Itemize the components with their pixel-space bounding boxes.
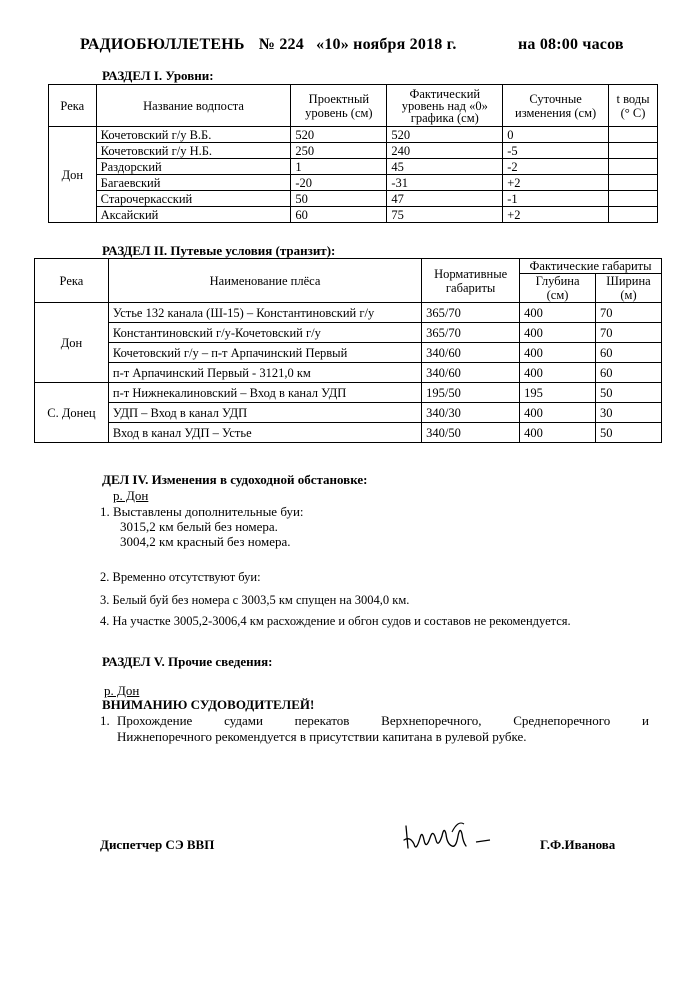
section4-item4: 4. На участке 3005,2-3006,4 км расхождение и обгон судов и составов не рекомендуется. <box>100 614 571 628</box>
signature-graphic <box>400 818 505 860</box>
table-row <box>35 403 662 423</box>
levels-col-temp-l2: (° С) <box>620 105 646 120</box>
transit-reach: Константиновский г/у-Кочетовский г/у <box>108 323 421 343</box>
transit-col-norm-l2: габариты <box>445 280 496 295</box>
levels-col-river: Река <box>49 85 97 127</box>
table-row <box>35 343 662 363</box>
transit-col-width-l2: (м) <box>620 288 637 302</box>
transit-norm: 365/70 <box>422 323 520 343</box>
levels-post: Кочетовский г/у Н.Б. <box>96 143 291 159</box>
transit-reach: п-т Нижнекалиновский – Вход в канал УДП <box>108 383 421 403</box>
transit-col-depth-l2: (см) <box>546 288 569 302</box>
bulletin-date: «10» ноября 2018 г. <box>316 36 457 53</box>
levels-col-actual <box>387 85 503 127</box>
transit-depth: 400 <box>520 363 596 383</box>
section4-item1-a: 3015,2 км белый без номера. <box>120 519 278 534</box>
transit-col-depth <box>520 274 596 303</box>
table-row <box>35 303 662 323</box>
levels-change: +2 <box>503 207 609 223</box>
levels-post: Старочеркасский <box>96 191 291 207</box>
transit-depth: 400 <box>520 403 596 423</box>
levels-change: 0 <box>503 127 609 143</box>
levels-col-design-l2: уровень (см) <box>305 105 373 120</box>
section5-river: р. Дон <box>104 683 140 698</box>
section2-title: РАЗДЕЛ II. Путевые условия (транзит): <box>102 243 336 258</box>
levels-river-don: Дон <box>49 127 97 223</box>
transit-col-depth-l1: Глубина <box>535 274 580 288</box>
levels-actual: 45 <box>387 159 503 175</box>
levels-change: -1 <box>503 191 609 207</box>
levels-col-actual-l1: Фактический <box>409 86 481 101</box>
transit-norm: 340/50 <box>422 423 520 443</box>
transit-reach: Устье 132 канала (Ш-15) – Константиновский г/у <box>108 303 421 323</box>
levels-design: 60 <box>291 207 387 223</box>
levels-temp <box>609 127 658 143</box>
levels-actual: 520 <box>387 127 503 143</box>
levels-change: +2 <box>503 175 609 191</box>
levels-temp <box>609 207 658 223</box>
table-row <box>49 175 658 191</box>
transit-col-river: Река <box>35 259 109 303</box>
levels-temp <box>609 175 658 191</box>
bulletin-number: № 224 <box>258 36 304 53</box>
transit-width: 70 <box>596 323 662 343</box>
transit-width: 60 <box>596 343 662 363</box>
transit-depth: 400 <box>520 343 596 363</box>
levels-col-daily <box>503 85 609 127</box>
levels-col-daily-l1: Суточные <box>529 91 582 106</box>
transit-depth: 400 <box>520 423 596 443</box>
levels-design: -20 <box>291 175 387 191</box>
levels-design: 50 <box>291 191 387 207</box>
table-row <box>49 191 658 207</box>
levels-col-design-l1: Проектный <box>308 91 370 106</box>
transit-reach: УДП – Вход в канал УДП <box>108 403 421 423</box>
transit-norm: 340/60 <box>422 343 520 363</box>
dispatcher-name: Г.Ф.Иванова <box>540 837 616 852</box>
levels-col-post: Название водпоста <box>96 85 291 127</box>
table-row <box>35 323 662 343</box>
transit-col-actual-group: Фактические габариты <box>520 259 662 274</box>
table-row <box>49 127 658 143</box>
section5-attention: ВНИМАНИЮ СУДОВОДИТЕЛЕЙ! <box>102 697 315 712</box>
signature <box>400 818 505 860</box>
levels-col-temp <box>609 85 658 127</box>
levels-change: -5 <box>503 143 609 159</box>
levels-col-daily-l2: изменения (см) <box>515 105 597 120</box>
transit-width: 50 <box>596 423 662 443</box>
transit-river-don: Дон <box>35 303 109 383</box>
section4-item1-b: 3004,2 км красный без номера. <box>120 534 291 549</box>
section4-item1: 1. Выставлены дополнительные буи: <box>100 504 304 519</box>
transit-col-width <box>596 274 662 303</box>
table-row <box>35 423 662 443</box>
levels-col-temp-l1: t воды <box>616 91 650 106</box>
dispatcher-position: Диспетчер СЭ ВВП <box>100 837 215 852</box>
bulletin-title <box>80 36 457 54</box>
levels-col-actual-l3: графика (см) <box>410 110 479 125</box>
section5-item-number: 1. <box>100 713 110 728</box>
section5-title: РАЗДЕЛ V. Прочие сведения: <box>102 654 273 669</box>
levels-post: Багаевский <box>96 175 291 191</box>
bulletin-time: на 08:00 часов <box>518 36 624 53</box>
levels-temp <box>609 143 658 159</box>
table-row <box>35 383 662 403</box>
section4-river: р. Дон <box>113 488 149 503</box>
levels-col-design <box>291 85 387 127</box>
transit-width: 50 <box>596 383 662 403</box>
levels-temp <box>609 159 658 175</box>
levels-design: 250 <box>291 143 387 159</box>
levels-design: 520 <box>291 127 387 143</box>
levels-change: -2 <box>503 159 609 175</box>
transit-col-norm <box>422 259 520 303</box>
levels-post: Кочетовский г/у В.Б. <box>96 127 291 143</box>
levels-temp <box>609 191 658 207</box>
transit-width: 70 <box>596 303 662 323</box>
levels-actual: -31 <box>387 175 503 191</box>
table-row <box>49 143 658 159</box>
section5-item-line2: Нижнепоречного рекомендуется в присутствии капитана в рулевой рубке. <box>117 729 527 744</box>
transit-reach: Кочетовский г/у – п-т Арпачинский Первый <box>108 343 421 363</box>
transit-norm: 340/30 <box>422 403 520 423</box>
transit-width: 60 <box>596 363 662 383</box>
transit-norm: 365/70 <box>422 303 520 323</box>
section5-item-line1: Прохождение судами перекатов Верхнепоречного, Среднепоречного и <box>117 713 649 728</box>
transit-col-width-l1: Ширина <box>606 274 651 288</box>
table-row <box>49 159 658 175</box>
transit-depth: 400 <box>520 303 596 323</box>
levels-post: Аксайский <box>96 207 291 223</box>
table-row <box>49 207 658 223</box>
transit-reach: п-т Арпачинский Первый - 3121,0 км <box>108 363 421 383</box>
transit-width: 30 <box>596 403 662 423</box>
levels-col-actual-l2: уровень над «0» <box>401 98 488 113</box>
transit-depth: 195 <box>520 383 596 403</box>
table-row <box>35 363 662 383</box>
transit-depth: 400 <box>520 323 596 343</box>
transit-col-reach: Наименование плёса <box>108 259 421 303</box>
levels-actual: 240 <box>387 143 503 159</box>
bulletin-title-text: РАДИОБЮЛЛЕТЕНЬ <box>80 36 245 53</box>
transit-reach: Вход в канал УДП – Устье <box>108 423 421 443</box>
transit-norm: 340/60 <box>422 363 520 383</box>
section4-item3: 3. Белый буй без номера с 3003,5 км спущен на 3004,0 км. <box>100 593 410 607</box>
transit-river-donets: С. Донец <box>35 383 109 443</box>
levels-table <box>48 84 658 223</box>
levels-design: 1 <box>291 159 387 175</box>
levels-actual: 75 <box>387 207 503 223</box>
section4-title: ДЕЛ IV. Изменения в судоходной обстановке: <box>102 472 368 487</box>
transit-table <box>34 258 662 443</box>
section4-item2: 2. Временно отсутствуют буи: <box>100 570 261 584</box>
section1-title: РАЗДЕЛ I. Уровни: <box>102 68 214 83</box>
transit-norm: 195/50 <box>422 383 520 403</box>
transit-col-norm-l1: Нормативные <box>434 266 508 281</box>
levels-actual: 47 <box>387 191 503 207</box>
levels-post: Раздорский <box>96 159 291 175</box>
